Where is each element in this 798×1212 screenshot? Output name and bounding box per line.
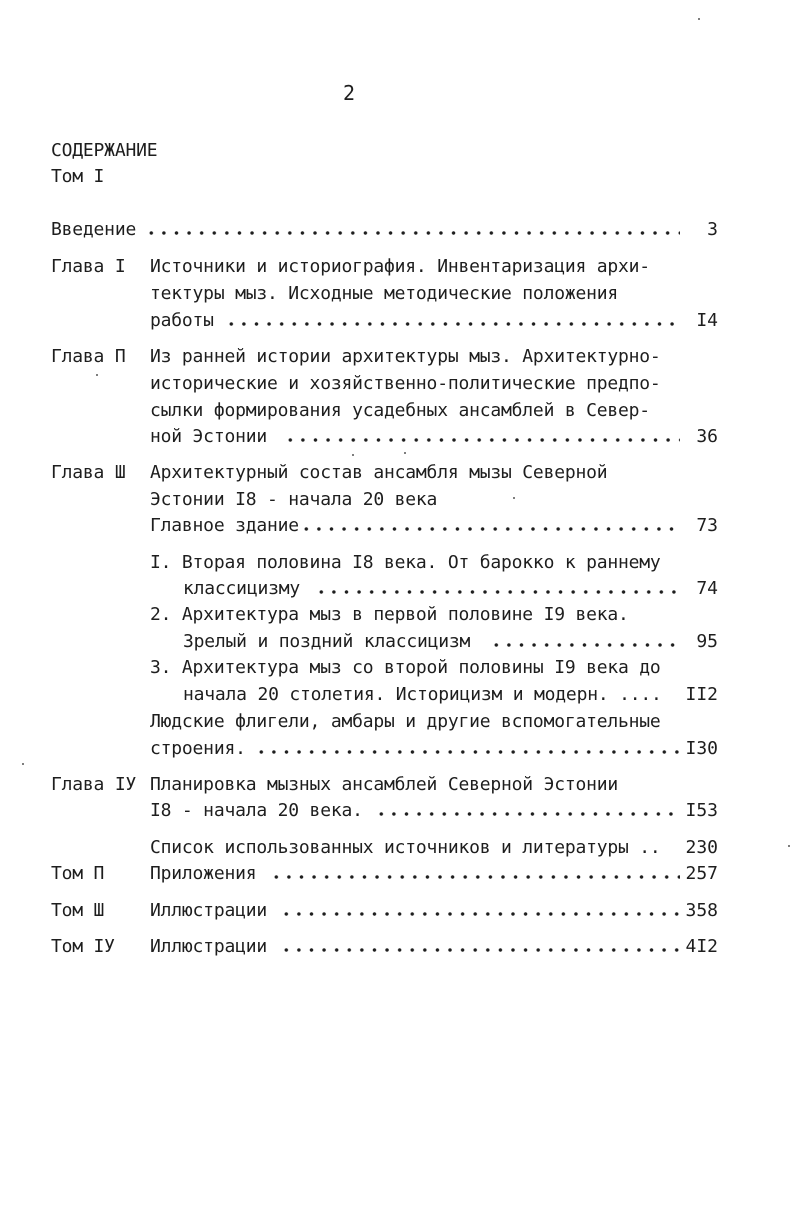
- contents-heading: СОДЕРЖАНИЕ: [51, 140, 158, 161]
- scan-speck: [513, 497, 515, 499]
- section-2-line: 2. Архитектура мыз в первой половине I9 века.: [150, 604, 629, 625]
- sources-page: 230: [685, 837, 718, 858]
- volume-2-page: 257: [685, 863, 718, 884]
- chapter-3-line: Эстонии I8 - начала 20 века: [150, 489, 438, 510]
- chapter-4-label: Глава IУ: [51, 774, 137, 795]
- chapter-2-page: 36: [696, 426, 718, 447]
- chapter-3-line: Архитектурный состав ансамбля мызы Северной: [150, 462, 608, 483]
- section-3-page: II2: [685, 684, 718, 705]
- leader-dots: [280, 907, 680, 917]
- chapter-2-line: ной Эстонии: [150, 426, 268, 447]
- chapter-4-line: I8 - начала 20 века.: [150, 800, 363, 821]
- volume-4-title: Иллюстрации: [150, 936, 268, 957]
- volume-4-label: Том IУ: [51, 936, 115, 957]
- chapter-2-line: исторические и хозяйственно-политические предпо-: [150, 373, 661, 394]
- scan-speck: [788, 845, 790, 847]
- volume-2-label: Том П: [51, 863, 105, 884]
- chapter-3-label: Глава Ш: [51, 462, 126, 483]
- chapter-3-main-building: Главное здание: [150, 515, 299, 536]
- leader-dots: [255, 745, 680, 755]
- chapter-1-label: Глава I: [51, 256, 126, 277]
- scan-speck: [96, 374, 98, 376]
- leader-dots: [270, 870, 680, 880]
- volume-3-page: 358: [685, 900, 718, 921]
- leader-dots: [315, 585, 680, 595]
- volume-heading: Том I: [51, 166, 105, 187]
- volume-3-title: Иллюстрации: [150, 900, 268, 921]
- leader-dots: [490, 638, 680, 648]
- chapter-1-line: тектуры мыз. Исходные методические положения: [150, 283, 619, 304]
- chapter-2-line: сылки формирования усадебных ансамблей в Север-: [150, 400, 650, 421]
- leader-dots: [145, 226, 680, 236]
- leader-dots: [284, 433, 680, 443]
- volume-4-page: 4I2: [685, 936, 718, 957]
- section-1-line: I. Вторая половина I8 века. От барокко к раннему: [150, 552, 661, 573]
- chapter-3-page: 73: [696, 515, 718, 536]
- scan-speck: [404, 452, 406, 454]
- chapter-1-page: I4: [696, 310, 718, 331]
- volume-2-title: Приложения: [150, 863, 257, 884]
- section-3-line: начала 20 столетия. Историцизм и модерн. ....: [183, 684, 662, 705]
- leader-dots: [225, 317, 680, 327]
- leader-dots: [375, 807, 680, 817]
- section-2-line: Зрелый и поздний классицизм: [183, 631, 471, 652]
- scan-speck: [352, 454, 354, 456]
- toc-intro-page: 3: [707, 219, 718, 240]
- section-2-page: 95: [696, 631, 718, 652]
- toc-intro-title: Введение: [51, 219, 137, 240]
- volume-3-label: Том Ш: [51, 900, 105, 921]
- section-4-line: Людские флигели, амбары и другие вспомогательные: [150, 711, 661, 732]
- scan-speck: [698, 18, 700, 20]
- chapter-4-page: I53: [685, 800, 718, 821]
- section-4-page: I30: [685, 738, 718, 759]
- sources-title: Список использованных источников и литературы ..: [150, 837, 661, 858]
- chapter-1-line: Источники и историография. Инвентаризация архи-: [150, 256, 650, 277]
- leader-dots: [300, 522, 680, 532]
- page-number: 2: [343, 81, 355, 105]
- chapter-4-line: Планировка мызных ансамблей Северной Эстонии: [150, 774, 619, 795]
- section-4-line: строения.: [150, 738, 246, 759]
- section-1-page: 74: [696, 578, 718, 599]
- scan-speck: [22, 763, 24, 765]
- section-3-line: 3. Архитектура мыз со второй половины I9 века до: [150, 657, 661, 678]
- leader-dots: [280, 943, 680, 953]
- chapter-2-line: Из ранней истории архитектуры мыз. Архитектурно-: [150, 346, 661, 367]
- chapter-1-line: работы: [150, 310, 214, 331]
- chapter-2-label: Глава П: [51, 346, 126, 367]
- section-1-line: классицизму: [183, 578, 301, 599]
